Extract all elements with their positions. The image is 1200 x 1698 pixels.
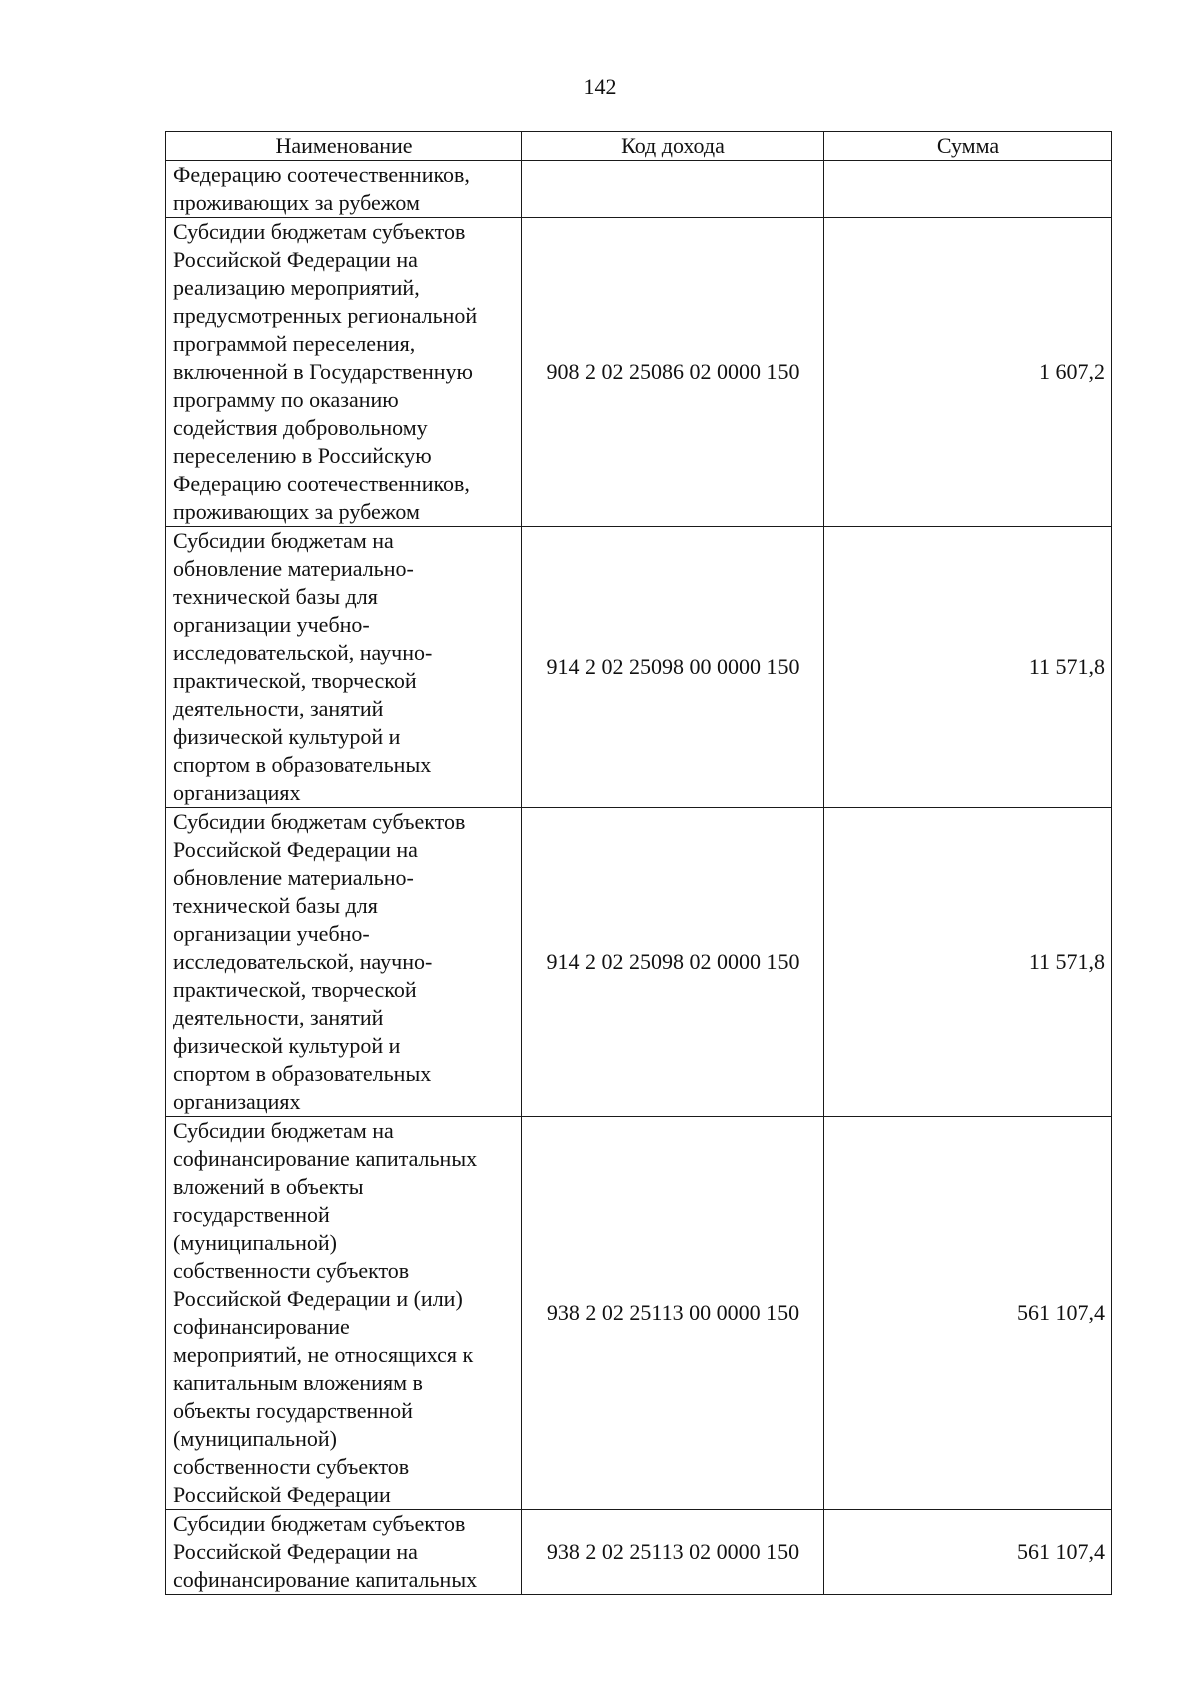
name-line: мероприятий, не относящихся к: [173, 1342, 474, 1367]
cell-name: [166, 161, 522, 218]
name-line: технической базы для: [173, 893, 378, 918]
name-line: переселению в Российскую: [173, 443, 432, 468]
name-line: программу по оказанию: [173, 387, 399, 412]
cell-code: [522, 161, 824, 218]
name-line: физической культурой и: [173, 724, 401, 749]
name-line: организации учебно-: [173, 612, 370, 637]
table-row: [166, 218, 1112, 527]
cell-sum: 11 571,8: [824, 527, 1112, 808]
column-header-name: Наименование: [166, 132, 522, 161]
table-row: [166, 527, 1112, 808]
cell-name: [166, 218, 522, 527]
name-line: содействия добровольному: [173, 415, 428, 440]
name-line: предусмотренных региональной: [173, 303, 478, 328]
name-line: практической, творческой: [173, 977, 417, 1002]
cell-name: [166, 527, 522, 808]
name-line: проживающих за рубежом: [173, 190, 420, 215]
table-row: [166, 1117, 1112, 1510]
name-line: Российской Федерации на: [173, 837, 418, 862]
name-line: софинансирование капитальных: [173, 1567, 478, 1592]
name-line: объекты государственной: [173, 1398, 413, 1423]
name-line: организации учебно-: [173, 921, 370, 946]
name-line: деятельности, занятий: [173, 1005, 384, 1030]
name-line: Субсидии бюджетам субъектов: [173, 219, 466, 244]
table-row: [166, 161, 1112, 218]
name-line: практической, творческой: [173, 668, 417, 693]
name-line: собственности субъектов: [173, 1258, 410, 1283]
name-line: Субсидии бюджетам на: [173, 528, 394, 553]
name-line: спортом в образовательных: [173, 1061, 432, 1086]
name-line: капитальным вложениям в: [173, 1370, 423, 1395]
name-line: Российской Федерации: [173, 1482, 391, 1507]
name-line: (муниципальной): [173, 1426, 337, 1451]
cell-code: 914 2 02 25098 02 0000 150: [522, 808, 824, 1117]
name-line: Российской Федерации на: [173, 247, 418, 272]
name-line: Российской Федерации на: [173, 1539, 418, 1564]
name-line: обновление материально-: [173, 556, 414, 581]
name-line: организациях: [173, 1089, 301, 1114]
table-row: [166, 1510, 1112, 1595]
name-line: Федерацию соотечественников,: [173, 162, 470, 187]
cell-sum: 561 107,4: [824, 1510, 1112, 1595]
name-line: вложений в объекты: [173, 1174, 364, 1199]
name-line: программой переселения,: [173, 331, 416, 356]
table-body: [166, 161, 1112, 1595]
name-line: исследовательской, научно-: [173, 949, 433, 974]
page-number: 142: [583, 74, 617, 99]
cell-name: [166, 808, 522, 1117]
name-line: деятельности, занятий: [173, 696, 384, 721]
name-line: физической культурой и: [173, 1033, 401, 1058]
column-header-code: Код дохода: [522, 132, 824, 161]
name-line: технической базы для: [173, 584, 378, 609]
cell-sum: 11 571,8: [824, 808, 1112, 1117]
cell-code: 938 2 02 25113 00 0000 150: [522, 1117, 824, 1510]
column-header-sum: Сумма: [824, 132, 1112, 161]
name-line: софинансирование капитальных: [173, 1146, 478, 1171]
name-line: Российской Федерации и (или): [173, 1286, 463, 1311]
name-line: спортом в образовательных: [173, 752, 432, 777]
cell-sum: [824, 161, 1112, 218]
name-line: собственности субъектов: [173, 1454, 410, 1479]
revenue-table: [165, 131, 1112, 1595]
name-line: Субсидии бюджетам субъектов: [173, 809, 466, 834]
name-line: обновление материально-: [173, 865, 414, 890]
name-line: проживающих за рубежом: [173, 499, 420, 524]
name-line: Субсидии бюджетам на: [173, 1118, 394, 1143]
name-line: включенной в Государственную: [173, 359, 473, 384]
cell-code: 908 2 02 25086 02 0000 150: [522, 218, 824, 527]
name-line: софинансирование: [173, 1314, 350, 1339]
cell-name: [166, 1117, 522, 1510]
cell-name: [166, 1510, 522, 1595]
table-header-row: [166, 132, 1112, 161]
table-row: [166, 808, 1112, 1117]
cell-code: 938 2 02 25113 02 0000 150: [522, 1510, 824, 1595]
cell-code: 914 2 02 25098 00 0000 150: [522, 527, 824, 808]
cell-sum: 1 607,2: [824, 218, 1112, 527]
name-line: Федерацию соотечественников,: [173, 471, 470, 496]
name-line: Субсидии бюджетам субъектов: [173, 1511, 466, 1536]
name-line: организациях: [173, 780, 301, 805]
name-line: (муниципальной): [173, 1230, 337, 1255]
name-line: государственной: [173, 1202, 330, 1227]
cell-sum: 561 107,4: [824, 1117, 1112, 1510]
name-line: реализацию мероприятий,: [173, 275, 420, 300]
name-line: исследовательской, научно-: [173, 640, 433, 665]
